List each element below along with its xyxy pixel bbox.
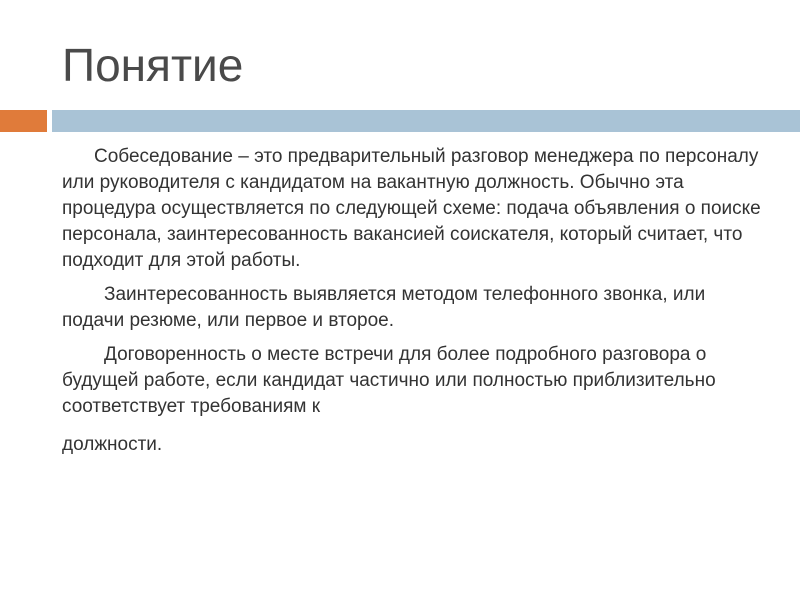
title-accent-block <box>0 110 47 132</box>
slide-body <box>62 144 766 458</box>
body-paragraph-definition: Собеседование – это предварительный разговор менеджера по персоналу или руководителя с кандидатом на вакантную должность. Обычно эта процедура осуществляется по следующей схеме: подача объявления о поиске персонала, заинтересованность вакансией соискателя, который считает, что подходит для этой работы. <box>62 146 761 271</box>
title-divider-bar <box>52 110 800 132</box>
body-paragraph-interest: Заинтересованность выявляется методом телефонного звонка, или подачи резюме, или первое и второе. <box>62 284 706 331</box>
body-paragraph-agreement: Договоренность о месте встречи для более подробного разговора о будущей работе, если кандидат частично или полностью приблизительно соответствует требованиям к <box>62 344 716 417</box>
body-paragraph-agreement-end: должности. <box>62 434 163 455</box>
slide-title: Понятие <box>62 39 244 91</box>
